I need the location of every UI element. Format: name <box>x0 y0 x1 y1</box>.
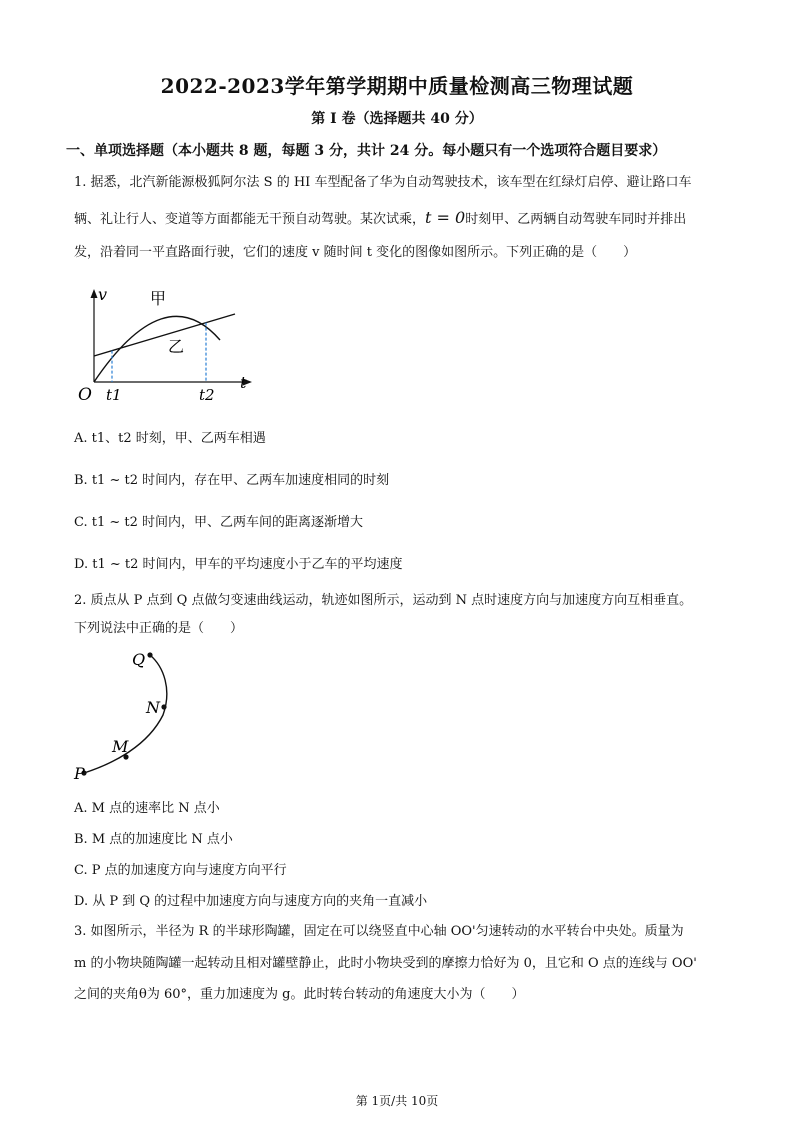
q2-option-c: C. P 点的加速度方向与速度方向平行 <box>74 863 287 878</box>
q2-line1: 2. 质点从 P 点到 Q 点做匀变速曲线运动，轨迹如图所示，运动到 N 点时速度方向与加速度方向互相垂直。 <box>74 593 693 608</box>
p-label: P <box>74 764 85 783</box>
q1-equation: t = 0 <box>425 208 466 227</box>
point-n <box>161 704 166 709</box>
page-title: 2022-2023学年第学期期中质量检测高三物理试题 <box>160 74 634 98</box>
t-label: t <box>240 373 247 392</box>
yi-label: 乙 <box>168 337 185 356</box>
q1-line2a: 辆、礼让行人、变道等方面都能无干预自动驾驶。某次试乘， <box>74 212 426 227</box>
origin-label: O <box>78 385 92 405</box>
q2-option-a: A. M 点的速率比 N 点小 <box>74 801 220 816</box>
q2-option-b: B. M 点的加速度比 N 点小 <box>74 832 233 847</box>
n-label: N <box>146 698 160 717</box>
q1-option-b: B. t1 ~ t2 时间内，存在甲、乙两车加速度相同的时刻 <box>74 473 390 488</box>
section-heading: 一、单项选择题（本小题共 8 题，每题 3 分，共计 24 分。每小题只有一个选项符合题目要求） <box>66 143 667 159</box>
q1-vt-graph <box>70 282 260 407</box>
t1-label: t1 <box>106 386 122 404</box>
q1-option-d: D. t1 ~ t2 时间内，甲车的平均速度小于乙车的平均速度 <box>74 557 403 572</box>
jia-label: 甲 <box>150 289 167 308</box>
q2-option-d: D. 从 P 到 Q 的过程中加速度方向与速度方向的夹角一直减小 <box>74 894 428 909</box>
q1-line3: 发，沿着同一平直路面行驶，它们的速度 v 随时间 t 变化的图像如图所示。下列正确的是（ ） <box>74 245 637 260</box>
curve-jia <box>94 316 220 382</box>
section-subtitle: 第 I 卷（选择题共 40 分） <box>311 111 483 127</box>
q3-line2: m 的小物块随陶罐一起转动且相对罐壁静止，此时小物块受到的摩擦力恰好为 0，且它和 O 点的连线与 OO' <box>74 956 697 971</box>
v-axis-arrow <box>91 289 98 298</box>
q3-line3: 之间的夹角θ为 60°，重力加速度为 g。此时转台转动的角速度大小为（ ） <box>74 987 525 1002</box>
q2-trajectory-figure <box>70 645 190 785</box>
page-footer: 第 1页/共 10页 <box>355 1094 439 1108</box>
m-label: M <box>112 737 129 756</box>
q3-line1: 3. 如图所示，半径为 R 的半球形陶罐，固定在可以绕竖直中心轴 OO'匀速转动的水平转台中央处。质量为 <box>74 924 684 939</box>
q1-line2b: 时刻甲、乙两辆自动驾驶车同时并排出 <box>465 212 687 227</box>
q1-line2 <box>74 209 724 228</box>
q1-option-a: A. t1、t2 时刻，甲、乙两车相遇 <box>74 431 266 446</box>
q2-line2: 下列说法中正确的是（ ） <box>74 621 244 636</box>
q1-option-c: C. t1 ~ t2 时间内，甲、乙两车间的距离逐渐增大 <box>74 515 364 530</box>
v-label: v <box>98 285 108 304</box>
line-yi <box>94 314 235 356</box>
q1-line1: 1. 据悉，北汽新能源极狐阿尔法 S 的 HI 车型配备了华为自动驾驶技术，该车型在红绿灯启停、避让路口车 <box>74 175 692 190</box>
t2-label: t2 <box>199 386 215 404</box>
point-q <box>147 652 152 657</box>
q-label: Q <box>132 650 146 669</box>
